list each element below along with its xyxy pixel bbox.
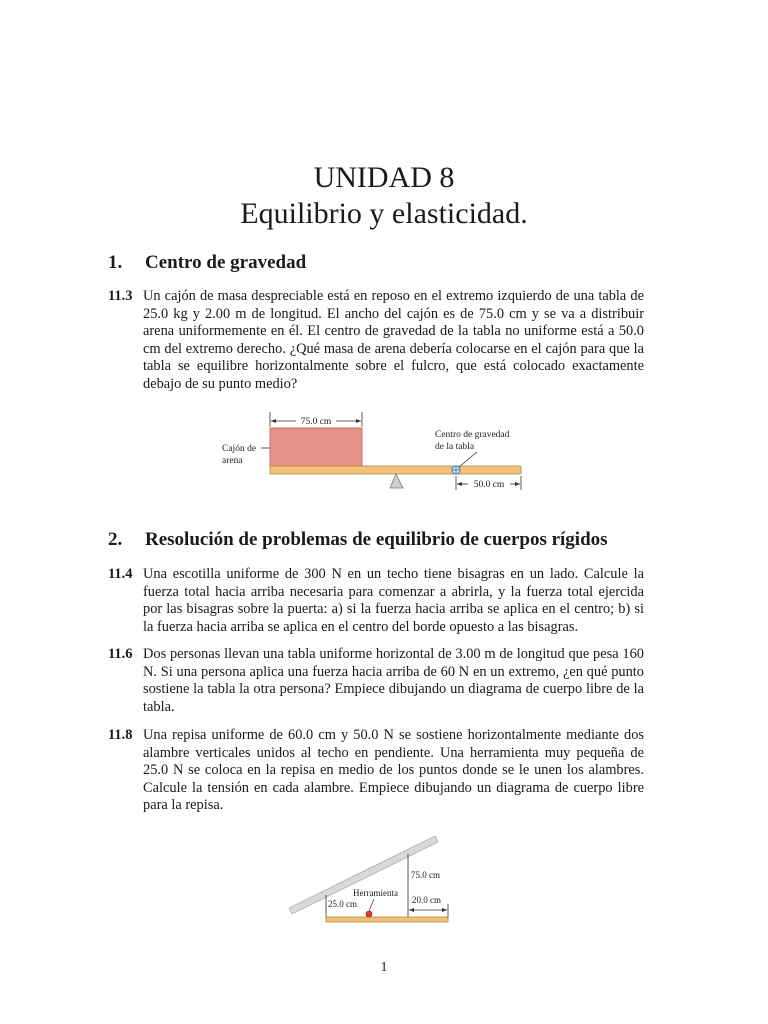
tool-marker bbox=[366, 911, 372, 917]
problem-text: Un cajón de masa despreciable está en reposo en el extremo izquierdo de una tabla de 25.0 kg y 2.00 m de longitud. El ancho del cajón es de 75.0 cm y se va a distribuir arena uniformemente en él. El centro de gravedad de la tabla no uniforme está a 50.0 cm del extremo derecho. ¿Qué masa de arena debería colocarse en el cajón para que la tabla se equilibre horizontalmente sobre el fulcro, que está colocado exactamente debajo de su punto medio? bbox=[143, 288, 644, 392]
figure-box-plank bbox=[215, 412, 535, 494]
cg-arrowhead-left bbox=[457, 482, 462, 486]
left-distance-label: 25.0 cm bbox=[328, 899, 357, 909]
cg-arrowhead-right bbox=[515, 482, 520, 486]
problem-11-4 bbox=[108, 566, 644, 636]
box-width-label: 75.0 cm bbox=[300, 417, 332, 427]
shelf bbox=[326, 917, 448, 922]
arrowhead-left bbox=[271, 419, 276, 423]
right-dim-arrowhead-right bbox=[442, 908, 447, 912]
problem-number: 11.6 bbox=[108, 646, 133, 662]
box-label-line2: arena bbox=[222, 456, 243, 466]
cg-distance-label: 50.0 cm bbox=[473, 480, 505, 490]
section-heading-2 bbox=[108, 529, 608, 551]
box-label-line1: Cajón de bbox=[222, 444, 257, 454]
right-distance-label: 20.0 cm bbox=[412, 895, 441, 905]
sand-box bbox=[270, 428, 362, 466]
cg-label-line2: de la tabla bbox=[435, 442, 475, 452]
height-label: 75.0 cm bbox=[411, 870, 440, 880]
problem-number: 11.4 bbox=[108, 566, 133, 582]
problem-text: Dos personas llevan una tabla uniforme horizontal de 3.00 m de longitud que pesa 160 N. Si una persona aplica una fuerza hacia arriba de 60 N en un extremo, ¿en qué punto sostiene la tabla la otra persona? Empiece dibujando un diagrama de cuerpo libre de la tabla. bbox=[143, 646, 644, 715]
section-heading-1 bbox=[108, 252, 306, 274]
center-of-gravity-marker bbox=[452, 466, 460, 474]
problem-number: 11.3 bbox=[108, 288, 133, 304]
problem-11-8 bbox=[108, 727, 644, 815]
unit-title: UNIDAD 8 bbox=[313, 161, 455, 194]
tool-label: Herramienta bbox=[353, 888, 398, 898]
figure-shelf-ceiling bbox=[285, 832, 455, 928]
section-title: Resolución de problemas de equilibrio de cuerpos rígidos bbox=[145, 529, 608, 550]
problem-number: 11.8 bbox=[108, 727, 133, 743]
cg-label-line1: Centro de gravedad bbox=[435, 430, 510, 440]
right-dim-arrowhead-left bbox=[409, 908, 414, 912]
problem-text: Una repisa uniforme de 60.0 cm y 50.0 N se sostiene horizontalmente mediante dos alambre verticales unidos al techo en pendiente. Una herramienta muy pequeña de 25.0 N se coloca en la repisa en medio de los puntos donde se le unen los alambres. Calcule la tensión en cada alambre. Empiece dibujando un diagrama de cuerpo libre para la repisa. bbox=[143, 727, 644, 813]
arrowhead-right bbox=[356, 419, 361, 423]
section-title: Centro de gravedad bbox=[145, 252, 307, 273]
fulcrum bbox=[390, 474, 403, 488]
unit-subtitle: Equilibrio y elasticidad. bbox=[240, 197, 528, 230]
problem-11-3 bbox=[108, 288, 644, 393]
problem-11-6 bbox=[108, 646, 644, 716]
cg-label-leader bbox=[459, 452, 477, 467]
plank bbox=[270, 466, 521, 474]
section-number: 2. bbox=[108, 529, 123, 550]
section-number: 1. bbox=[108, 252, 123, 273]
tool-leader bbox=[369, 899, 374, 911]
page-number: 1 bbox=[380, 960, 388, 975]
problem-text: Una escotilla uniforme de 300 N en un techo tiene bisagras en un lado. Calcule la fuerza total hacia arriba necesaria para comenzar a abrirla, y la fuerza total ejercida por las bisagras sobre la puerta: a) si la fuerza hacia arriba se aplica en el centro; b) si la fuerza hacia arriba se aplica en el centro del borde opuesto a las bisagras. bbox=[143, 566, 644, 635]
